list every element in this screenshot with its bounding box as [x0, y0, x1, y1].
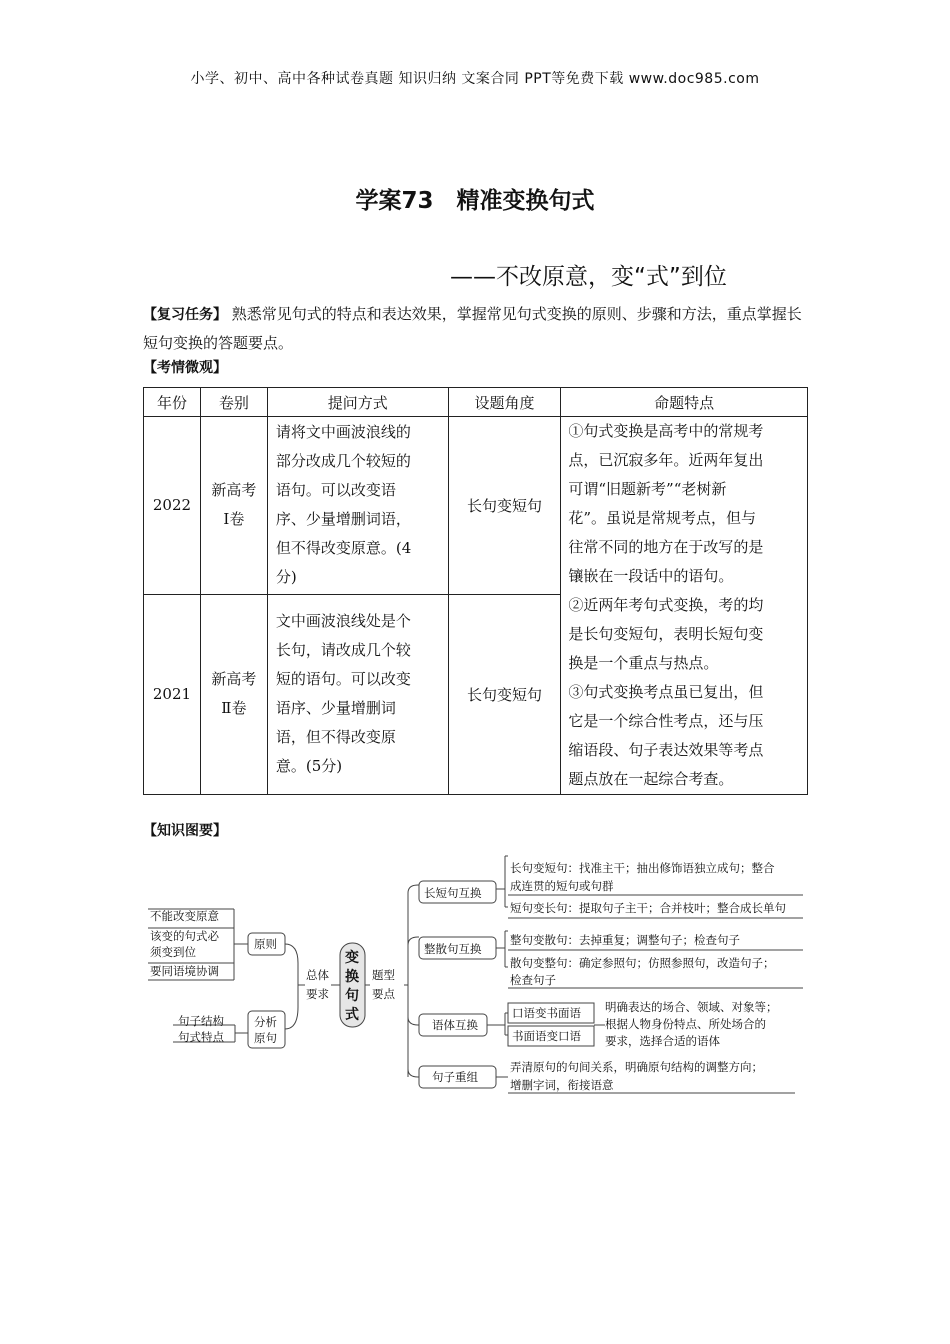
long-short-label: 长短句互换 — [424, 886, 482, 900]
page-title: 学案73 精准变换句式 — [355, 188, 595, 214]
principle-item: 须变到位 — [150, 945, 196, 959]
features-cell — [561, 417, 808, 795]
table-row — [144, 417, 808, 595]
feature-line: 缩语段、句子表达效果等考点 — [568, 741, 764, 759]
register-note: 明确表达的场合、领域、对象等； — [605, 1000, 778, 1014]
question-line: 但不得改变原意。(4 — [275, 539, 412, 558]
exam-table — [143, 387, 808, 795]
paper-line: Ⅰ卷 — [223, 510, 245, 529]
page-subtitle: ——不改原意，变“式”到位 — [450, 264, 727, 290]
question-line: 语，但不得改变原 — [275, 728, 396, 747]
paper-cell — [200, 417, 267, 595]
question-line: 意。(5分) — [275, 757, 343, 776]
center-char: 变 — [345, 950, 359, 966]
principle-label: 原则 — [254, 937, 277, 951]
question-cell — [267, 417, 448, 595]
regular-irregular-item: 检查句子 — [510, 973, 556, 987]
question-line: 短的语句。可以改变 — [275, 670, 411, 689]
analysis-label: 原句 — [254, 1031, 277, 1045]
feature-line: 花”。虽说是常规考点，但与 — [568, 509, 757, 527]
feature-line: 是长句变短句，表明长短句变 — [568, 625, 764, 643]
principle-item: 要同语境协调 — [150, 964, 219, 978]
feature-line: ③句式变换考点虽已复出，但 — [568, 683, 764, 701]
overall-requirement-label: 要求 — [306, 987, 329, 1001]
question-line: 文中画波浪线处是个 — [275, 612, 411, 631]
header-year: 年份 — [144, 388, 201, 417]
register-note: 根据人物身份特点、所处场合的 — [605, 1017, 766, 1031]
principle-item: 该变的句式必 — [150, 929, 219, 943]
feature-line: ②近两年考句式变换，考的均 — [568, 596, 764, 614]
register-item: 口语变书面语 — [512, 1006, 581, 1020]
register-label: 语体互换 — [432, 1018, 478, 1032]
overall-requirement-label: 总体 — [306, 968, 329, 982]
angle-cell: 长句变短句 — [448, 417, 561, 595]
paper-line: 新高考 — [211, 670, 257, 689]
knowledge-map-label: 【知识图要】 — [143, 823, 227, 839]
header-features: 命题特点 — [561, 388, 808, 417]
feature-line: 可谓“旧题新考”“老树新 — [568, 480, 727, 498]
header-question: 提问方式 — [267, 388, 448, 417]
review-label: 【复习任务】 — [143, 307, 227, 323]
register-item: 书面语变口语 — [512, 1029, 581, 1043]
analysis-label: 分析 — [254, 1015, 277, 1029]
question-line: 请将文中画波浪线的 — [275, 423, 411, 442]
year-cell: 2022 — [144, 417, 201, 595]
feature-line: 它是一个综合性考点，还与压 — [568, 712, 764, 730]
question-cell — [267, 594, 448, 794]
paper-cell — [200, 594, 267, 794]
feature-line: 题点放在一起综合考查。 — [568, 770, 734, 788]
header-angle: 设题角度 — [448, 388, 561, 417]
feature-line: 往常不同的地方在于改写的是 — [568, 538, 764, 556]
question-line: 语句。可以改变语 — [275, 481, 396, 500]
paper-line: Ⅱ卷 — [221, 699, 247, 718]
angle-cell: 长句变短句 — [448, 594, 561, 794]
regular-irregular-label: 整散句互换 — [424, 942, 482, 956]
question-type-label: 要点 — [372, 987, 395, 1001]
knowledge-mindmap — [140, 845, 810, 1100]
long-short-item: 短句变长句：提取句子主干；合并枝叶；整合成长单句 — [510, 901, 786, 915]
center-char: 式 — [345, 1007, 359, 1023]
feature-line: 换是一个重点与热点。 — [568, 654, 719, 672]
paper-line: 新高考 — [211, 481, 257, 500]
long-short-item: 成连贯的短句或句群 — [510, 879, 614, 893]
question-line: 语序、少量增删词 — [275, 699, 396, 718]
site-header-line: 小学、初中、高中各种试卷真题 知识归纳 文案合同 PPT等免费下载 www.doc985.com — [190, 71, 760, 87]
center-char: 换 — [345, 969, 359, 985]
review-task — [143, 300, 808, 357]
reorder-item: 增删字词，衔接语意 — [510, 1078, 614, 1092]
question-line: 部分改成几个较短的 — [275, 452, 411, 471]
regular-irregular-item: 整句变散句：去掉重复；调整句子；检查句子 — [510, 933, 740, 947]
center-char: 句 — [345, 988, 359, 1004]
header-paper: 卷别 — [200, 388, 267, 417]
question-line: 长句，请改成几个较 — [275, 641, 411, 660]
regular-irregular-item: 散句变整句：确定参照句；仿照参照句，改造句子； — [510, 956, 775, 970]
exam-section-label: 【考情微观】 — [143, 360, 227, 376]
feature-line: 点，已沉寂多年。近两年复出 — [568, 451, 764, 469]
feature-line: 镶嵌在一段话中的语句。 — [568, 567, 734, 585]
register-note: 要求，选择合适的语体 — [605, 1034, 720, 1048]
year-cell: 2021 — [144, 594, 201, 794]
long-short-item: 长句变短句：找准主干；抽出修饰语独立成句；整合 — [510, 861, 775, 875]
analysis-item: 句子结构 — [178, 1014, 224, 1028]
question-line: 分) — [275, 568, 297, 587]
feature-line: ①句式变换是高考中的常规考 — [568, 422, 764, 440]
question-line: 序、少量增删词语， — [275, 510, 411, 529]
question-type-label: 题型 — [372, 968, 395, 982]
table-header-row — [144, 388, 808, 417]
reorder-label: 句子重组 — [432, 1070, 478, 1084]
principle-item: 不能改变原意 — [150, 909, 219, 923]
analysis-item: 句式特点 — [178, 1030, 224, 1044]
review-text: 熟悉常见句式的特点和表达效果，掌握常见句式变换的原则、步骤和方法，重点掌握长短句变换的答题要点。 — [143, 305, 802, 352]
reorder-item: 弄清原句的句间关系，明确原句结构的调整方向； — [510, 1060, 763, 1074]
